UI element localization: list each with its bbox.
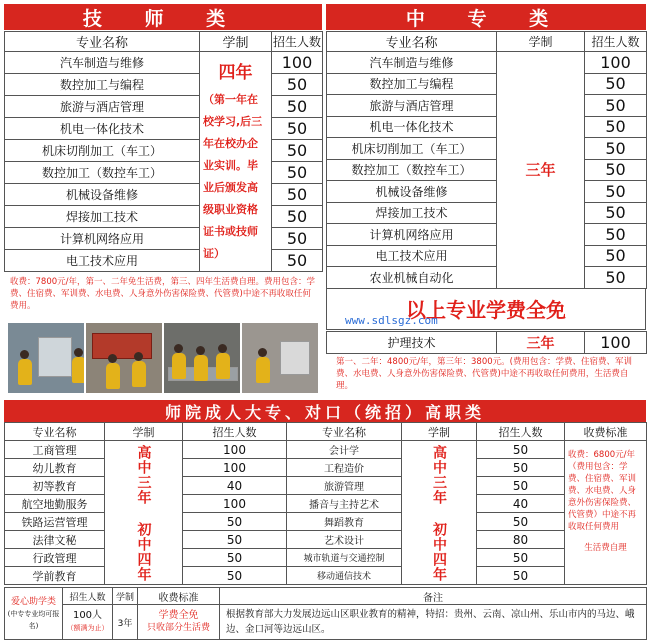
- adult-right-name: 播音与主持艺术: [287, 495, 402, 513]
- zz-duration: 三年: [497, 52, 585, 289]
- jishi-row-count: 50: [272, 250, 323, 272]
- adult-right-name: 城市轨道与交通控制: [287, 549, 402, 567]
- zz-row-count: 50: [585, 202, 647, 224]
- zz-row-name: 旅游与酒店管理: [327, 95, 497, 117]
- jishi-duration-cell: [200, 52, 272, 272]
- adult-right-count: 40: [477, 495, 565, 513]
- adult-right-count: 50: [477, 513, 565, 531]
- love-duration: 3年: [113, 605, 138, 640]
- jishi-row-count: 100: [272, 52, 323, 74]
- adult-header-name-right: 专业名称: [287, 423, 402, 441]
- adult-right-count: 50: [477, 567, 565, 585]
- zz-row-name: 电工技术应用: [327, 245, 497, 267]
- adult-right-count: 50: [477, 459, 565, 477]
- adult-left-count: 50: [183, 513, 287, 531]
- jishi-row-name: 数控加工（数控车工）: [5, 162, 200, 184]
- jishi-row-name: 计算机网络应用: [5, 228, 200, 250]
- adult-duration-right-cell: [402, 441, 477, 585]
- love-fee-2: 只收部分生活费: [146, 623, 210, 633]
- zz-row-count: 50: [585, 95, 647, 117]
- jishi-fee-note: 收费：7800元/年，第一、二年免生活费，第三、四年生活费自理。费用包含：学费、住宿费、军训费、水电费、人身意外伤害保险费、代管费)中途不再收取任何费用。: [10, 277, 315, 311]
- zhongzhuan-banner: 中 专 类: [326, 4, 646, 30]
- love-fee-cell: [138, 605, 220, 640]
- jishi-row-count: 50: [272, 74, 323, 96]
- jishi-header-name: 专业名称: [5, 32, 200, 52]
- zz-header-count: 招生人数: [585, 32, 647, 52]
- adult-left-name: 初等教育: [5, 477, 105, 495]
- adult-left-name: 幼儿教育: [5, 459, 105, 477]
- zz-free-banner: 以上专业学费全免: [326, 288, 646, 330]
- jishi-row-count: 50: [272, 118, 323, 140]
- adult-left-count: 100: [183, 459, 287, 477]
- adult-fee-cell: [565, 441, 647, 585]
- love-table: [4, 587, 647, 640]
- love-fee-1: 学费全免: [158, 610, 199, 621]
- jishi-row-name: 旅游与酒店管理: [5, 96, 200, 118]
- love-title-sub: (中专专业均可报名): [7, 609, 60, 630]
- adult-fee: 收费：6800元/年（费用包含：学费、住宿费、军训费、水电费、人身意外伤害保险费、代管费）中途不再收取任何费用: [568, 450, 637, 532]
- adult-left-count: 50: [183, 549, 287, 567]
- adult-duration-left: 高中三年 初中四年: [135, 444, 152, 582]
- zz-nursing-table: [326, 331, 647, 354]
- adult-left-count: 50: [183, 531, 287, 549]
- jishi-header-count: 招生人数: [272, 32, 323, 52]
- jishi-row-count: 50: [272, 162, 323, 184]
- zz-row-count: 50: [585, 267, 647, 289]
- zz-row-count: 50: [585, 224, 647, 246]
- zz-row-name: 数控加工（数控车工）: [327, 159, 497, 181]
- zz-header-name: 专业名称: [327, 32, 497, 52]
- zz-fee-note: 第一、二年：4800元/年，第三年：3800元。(费用包含：学费、住宿费、军训费、水电费、人身意外伤害保险费、代管费)中途不再收取任何费用，生活费自理。: [336, 357, 632, 391]
- adult-right-name: 舞蹈教育: [287, 513, 402, 531]
- adult-left-name: 工商管理: [5, 441, 105, 459]
- jishi-row-name: 机电一体化技术: [5, 118, 200, 140]
- adult-right-name: 艺术设计: [287, 531, 402, 549]
- zhongzhuan-table: [326, 31, 647, 289]
- photo-workshop-4: [242, 323, 318, 393]
- adult-left-name: 行政管理: [5, 549, 105, 567]
- adult-left-name: 铁路运营管理: [5, 513, 105, 531]
- adult-header-count-right: 招生人数: [477, 423, 565, 441]
- nursing-count: 100: [585, 332, 647, 354]
- love-header-duration: 学制: [113, 588, 138, 605]
- adult-fee-living: 生活费自理: [584, 543, 627, 553]
- photo-workshop-3: [164, 323, 240, 393]
- jishi-duration-note: （第一年在校学习,后三年在校办企业实训。毕业后颁发高级职业资格证书或技师证）: [203, 93, 263, 260]
- zz-row-name: 农业机械自动化: [327, 267, 497, 289]
- adult-duration-left-cell: [105, 441, 183, 585]
- zz-row-name: 机电一体化技术: [327, 116, 497, 138]
- zz-row-name: 焊接加工技术: [327, 202, 497, 224]
- training-photos: [8, 323, 318, 393]
- adult-left-name: 学前教育: [5, 567, 105, 585]
- watermark: www.sdlsgz.com: [345, 314, 438, 327]
- adult-right-count: 50: [477, 549, 565, 567]
- adult-header-name-left: 专业名称: [5, 423, 105, 441]
- jishi-row-name: 焊接加工技术: [5, 206, 200, 228]
- love-header-remark: 备注: [220, 588, 647, 605]
- jishi-row-count: 50: [272, 96, 323, 118]
- zz-row-count: 100: [585, 52, 647, 74]
- adult-left-name: 航空地勤服务: [5, 495, 105, 513]
- adult-header-count-left: 招生人数: [183, 423, 287, 441]
- jishi-row-name: 数控加工与编程: [5, 74, 200, 96]
- love-header-fee: 收费标准: [138, 588, 220, 605]
- zz-row-count: 50: [585, 245, 647, 267]
- zz-row-count: 50: [585, 116, 647, 138]
- jishi-banner: 技 师 类: [4, 4, 322, 30]
- jishi-row-name: 电工技术应用: [5, 250, 200, 272]
- nursing-name: 护理技术: [327, 332, 497, 354]
- jishi-table: [4, 31, 323, 272]
- zz-row-name: 机床切削加工（车工）: [327, 138, 497, 160]
- adult-right-count: 50: [477, 477, 565, 495]
- jishi-duration: 四年: [218, 63, 253, 83]
- adult-right-name: 工程造价: [287, 459, 402, 477]
- love-title: 爱心助学类: [10, 596, 56, 607]
- zz-row-name: 数控加工与编程: [327, 73, 497, 95]
- jishi-row-name: 机床切削加工（车工）: [5, 140, 200, 162]
- adult-right-name: 旅游管理: [287, 477, 402, 495]
- adult-header-fee: 收费标准: [565, 423, 647, 441]
- adult-left-count: 100: [183, 495, 287, 513]
- zz-row-count: 50: [585, 159, 647, 181]
- zz-row-count: 50: [585, 73, 647, 95]
- love-remark: 根据教育部大力发展边远山区职业教育的精神，特招：贵州、云南、凉山州、乐山市内的马边、峨边、金口河等边远山区。: [220, 605, 647, 640]
- photo-workshop-1: [8, 323, 84, 393]
- jishi-row-count: 50: [272, 184, 323, 206]
- adult-right-name: 会计学: [287, 441, 402, 459]
- zz-row-name: 汽车制造与维修: [327, 52, 497, 74]
- adult-left-count: 40: [183, 477, 287, 495]
- zz-row-count: 50: [585, 181, 647, 203]
- adult-left-count: 50: [183, 567, 287, 585]
- adult-duration-right: 高中三年 初中四年: [431, 444, 447, 582]
- zz-row-name: 机械设备维修: [327, 181, 497, 203]
- adult-left-name: 法律文秘: [5, 531, 105, 549]
- adult-header-duration-right: 学制: [402, 423, 477, 441]
- zz-row-name: 计算机网络应用: [327, 224, 497, 246]
- adult-header-duration-left: 学制: [105, 423, 183, 441]
- zz-header-duration: 学制: [497, 32, 585, 52]
- adult-table: [4, 422, 647, 585]
- jishi-row-count: 50: [272, 228, 323, 250]
- photo-workshop-2: [86, 323, 162, 393]
- jishi-row-count: 50: [272, 140, 323, 162]
- love-title-cell: [5, 588, 63, 640]
- adult-right-name: 移动通信技术: [287, 567, 402, 585]
- love-count-sub: （额满为止）: [66, 624, 109, 632]
- adult-right-count: 80: [477, 531, 565, 549]
- adult-left-count: 100: [183, 441, 287, 459]
- love-count-cell: [63, 605, 113, 640]
- love-header-count: 招生人数: [63, 588, 113, 605]
- jishi-row-name: 汽车制造与维修: [5, 52, 200, 74]
- love-count: 100人: [72, 610, 103, 621]
- jishi-header-duration: 学制: [200, 32, 272, 52]
- adult-banner: 师院成人大专、对口（统招）高职类: [4, 400, 646, 422]
- jishi-row-name: 机械设备维修: [5, 184, 200, 206]
- zz-row-count: 50: [585, 138, 647, 160]
- jishi-row-count: 50: [272, 206, 323, 228]
- nursing-duration: 三年: [497, 332, 585, 354]
- adult-right-count: 50: [477, 441, 565, 459]
